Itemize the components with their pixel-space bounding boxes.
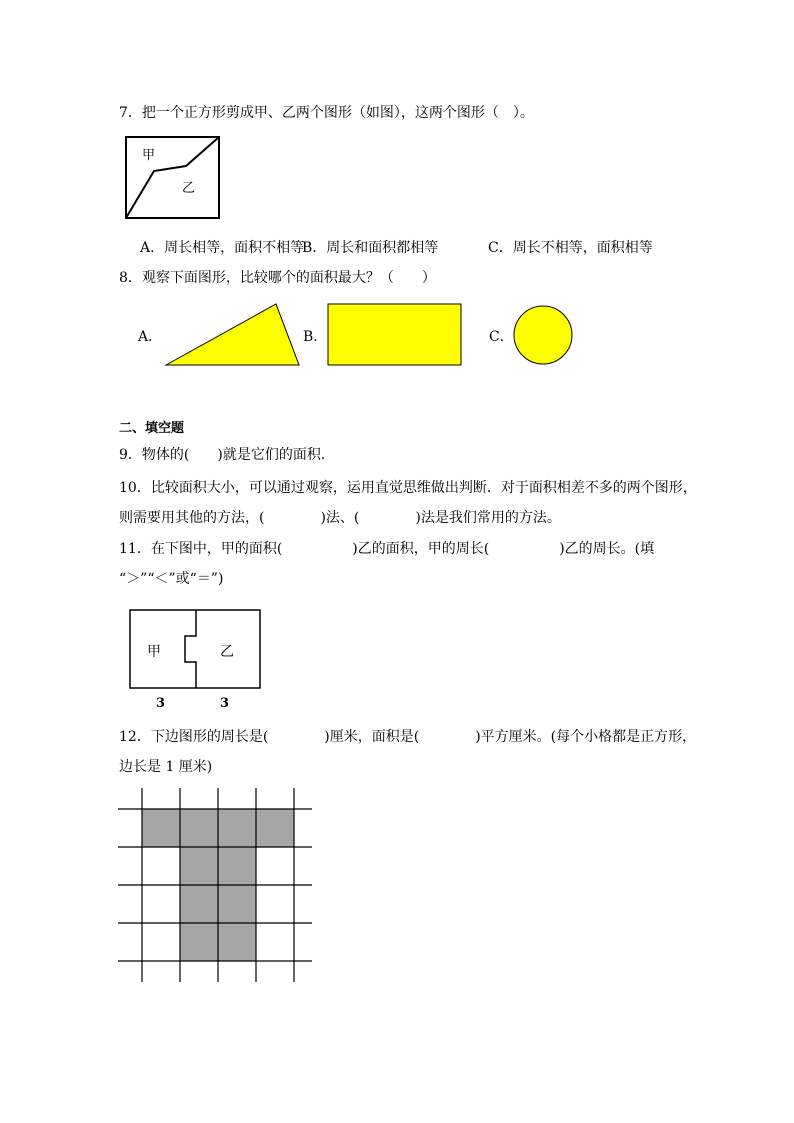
q11-line-1: 11．在下图中，甲的面积( )乙的面积，甲的周长( )乙的周长。(填	[119, 541, 655, 557]
q7-square-figure	[124, 135, 222, 221]
q12-cell-r1c1	[142, 809, 180, 847]
q12-cell-r3c3	[218, 885, 256, 923]
q12-cell-r1c3	[218, 809, 256, 847]
q8-triangle	[166, 304, 299, 365]
q11-rectangle-figure	[127, 607, 263, 711]
q11-label-jia: 甲	[147, 644, 161, 660]
q11-dim-right: 3	[220, 696, 230, 711]
q12-line-2: 边长是 1 厘米)	[119, 759, 213, 775]
q10-line-2: 则需要用其他的方法，( )法、( )法是我们常用的方法。	[119, 510, 561, 526]
q7-label-yi: 乙	[182, 181, 196, 196]
q8-label-b: B．	[303, 329, 328, 345]
q7-label-jia: 甲	[142, 148, 156, 163]
q8-rectangle	[328, 304, 461, 365]
q9-text: 9．物体的( )就是它们的面积．	[119, 447, 335, 463]
q11-divider-line	[185, 610, 196, 688]
q8-circle	[514, 306, 572, 364]
q12-cell-r2c2	[180, 847, 218, 885]
q8-text: 8．观察下面图形，比较哪个的面积最大？（ ）	[119, 270, 436, 286]
q7-option-c: C．周长不相等，面积相等	[488, 240, 653, 256]
q8-label-a: A．	[138, 329, 163, 345]
q7-text: 7．把一个正方形剪成甲、乙两个图形（如图），这两个图形（ ）。	[119, 105, 534, 121]
q11-line-2: “＞”“＜”或“＝”)	[119, 571, 224, 587]
q7-option-b: B．周长和面积都相等	[302, 240, 439, 256]
q8-rectangle-figure	[326, 302, 464, 368]
q12-cell-r3c2	[180, 885, 218, 923]
q12-cell-r2c3	[218, 847, 256, 885]
q12-cell-r4c3	[218, 923, 256, 961]
q11-dim-left: 3	[156, 696, 166, 711]
section-2-title: 二、填空题	[119, 421, 185, 436]
q10-line-1: 10．比较面积大小，可以通过观察，运用直觉思维做出判断．对于面积相差不多的两个图形，	[119, 480, 697, 496]
q12-cell-r1c2	[180, 809, 218, 847]
q7-cut-line	[126, 137, 219, 218]
q7-option-a: A．周长相等，面积不相等	[140, 240, 305, 256]
q11-label-yi: 乙	[220, 644, 234, 660]
q8-circle-figure	[511, 304, 575, 368]
q12-cell-r1c4	[256, 809, 294, 847]
q8-label-c: C．	[489, 329, 514, 345]
q12-grid-figure	[118, 788, 314, 984]
q12-cell-r4c2	[180, 923, 218, 961]
q8-triangle-figure	[164, 302, 302, 368]
q12-line-1: 12．下边图形的周长是( )厘米，面积是( )平方厘米。(每个小格都是正方形，	[119, 729, 697, 745]
